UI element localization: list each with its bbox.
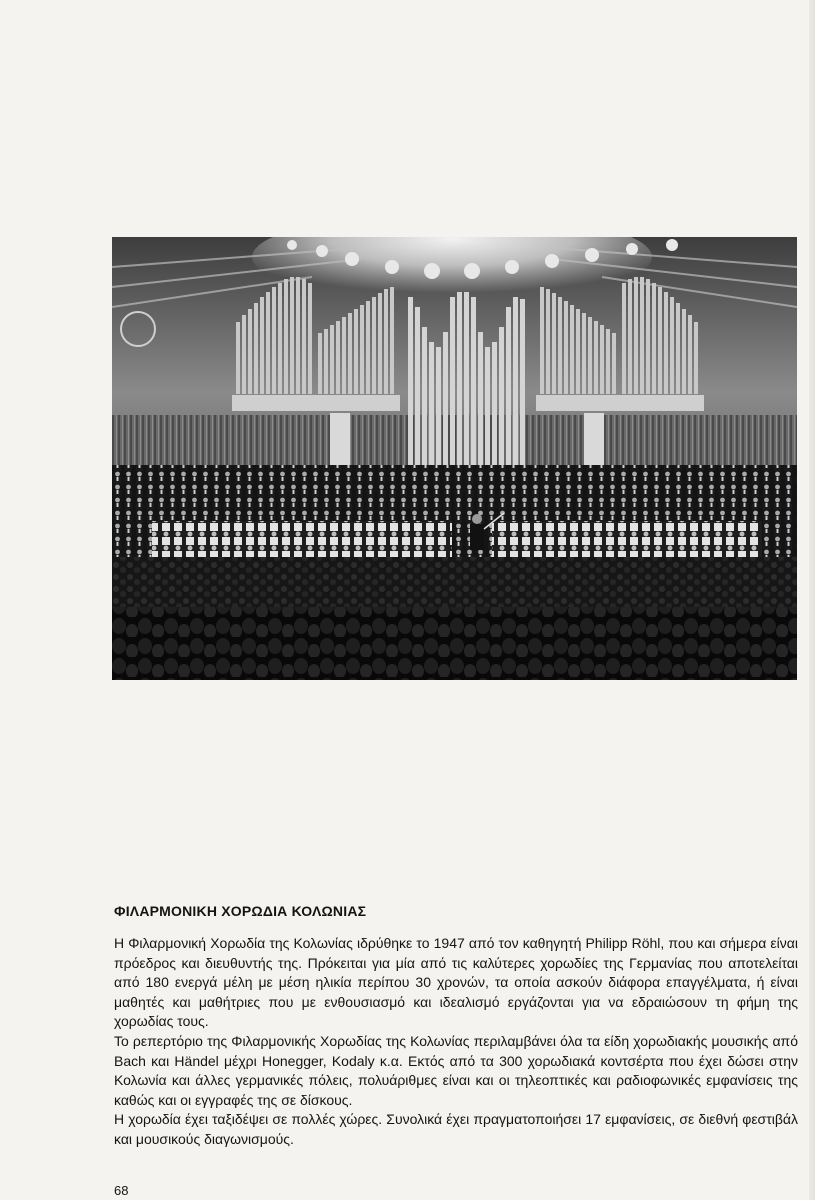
- choir-right-white-rows: [492, 521, 762, 557]
- article-paragraph-3: Η χορωδία έχει ταξιδέψει σε πολλές χώρες. Συνολικά έχει πραγματοποιήσει 17 εμφανίσεις, σε διεθνή φεστιβάλ και μουσικούς διαγωνισμούς.: [114, 1111, 798, 1147]
- choir-left-white-rows: [152, 521, 452, 557]
- orchestra: [112, 557, 797, 607]
- choir-concert-photo: [112, 237, 797, 680]
- page-number: 68: [114, 1183, 129, 1198]
- article-paragraph-1: Η Φιλαρμονική Χορωδία της Κολωνίας ιδρύθηκε το 1947 από τον καθηγητή Philipp Röhl, που και σήμερα είναι πρόεδρος και διευθυντής της. Πρόκειται για μία από τις καλύτερες χορωδίες της Γερμανίας που αποτελείται από 180 ενεργά μέλη με μέση ηλικία περίπου 30 χρονών, τα οποία ασκούν διάφορα επαγγέλματα, ή είναι μαθητές και μαθήτριες που με ενθουσιασμό και ιδεαλισμό εργάζονται για να εδραιώσουν τη φήμη της χορωδίας τους.: [114, 935, 798, 1030]
- right-balcony: [536, 395, 704, 411]
- article: [114, 902, 798, 1150]
- left-balcony: [232, 395, 400, 411]
- page-edge-shadow: [809, 0, 815, 1200]
- choir-back-rows: [112, 465, 797, 521]
- article-paragraph-2: Το ρεπερτόριο της Φιλαρμονικής Χορωδίας της Κολωνίας περιλαμβάνει όλα τα είδη χορωδιακής μουσικής από Bach και Händel μέχρι Honegger, Kodaly κ.α. Εκτός από τα 300 χορωδιακά κοντσέρτα που έχει δώσει στην Κολωνία και άλλες γερμανικές πόλεις, πολυάριθμες είναι και οι τηλεοπτικές και ραδιοφωνικές εμφανίσεις της καθώς και οι εγγραφές της σε δίσκους.: [114, 1032, 798, 1108]
- article-title: ΦΙΛΑΡΜΟΝΙΚΗ ΧΟΡΩΔΙΑ ΚΟΛΩΝΙΑΣ: [114, 903, 367, 919]
